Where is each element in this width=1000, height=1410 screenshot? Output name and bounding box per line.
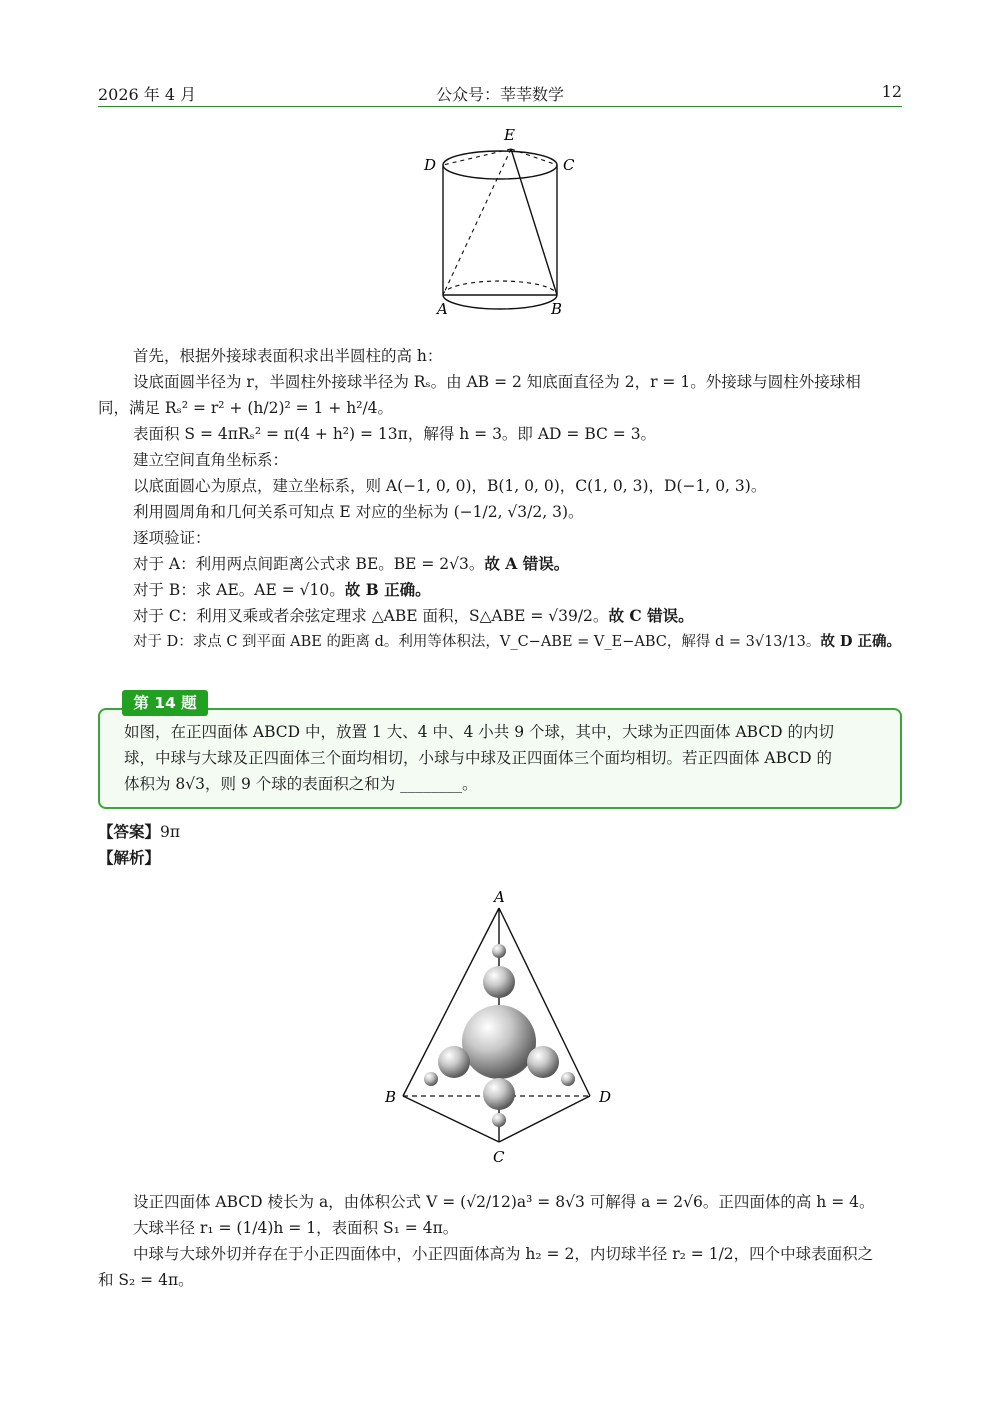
half-cylinder-figure (400, 120, 600, 320)
label-C: C (563, 156, 575, 174)
tetrahedron-spheres-figure (380, 880, 620, 1170)
sol13-line7: 利用圆周角和几何关系可知点 E 对应的坐标为 (−1/2, √3/2, 3)。 (133, 503, 584, 521)
label-B: B (385, 1088, 397, 1106)
option-c-check (133, 606, 903, 626)
question-14-line1: 如图，在正四面体 ABCD 中，放置 1 大、4 中、4 小共 9 个球，其中，大球为正四面体 ABCD 的内切 (124, 723, 835, 741)
label-D: D (599, 1088, 612, 1106)
option-d-result: 故 D 正确。 (820, 633, 902, 650)
label-A: A (437, 300, 448, 318)
sol13-line3: 同，满足 Rₛ² = r² + (h/2)² = 1 + h²/4。 (98, 399, 394, 417)
sol13-line1: 首先，根据外接球表面积求出半圆柱的高 h： (133, 347, 443, 365)
page-number: 12 (881, 82, 902, 101)
option-a-check (133, 554, 903, 574)
sol13-line6: 以底面圆心为原点，建立坐标系，则 A(−1, 0, 0)，B(1, 0, 0)，C(1, 0, 3)，D(−1, 0, 3)。 (133, 477, 767, 495)
label-C: C (493, 1148, 505, 1166)
option-b-text: 对于 B：求 AE。AE = √10。 (133, 581, 345, 599)
header-date: 2026 年 4 月 (98, 85, 197, 104)
option-d-check (133, 632, 903, 652)
answer-value: 9π (160, 823, 181, 841)
label-D: D (424, 156, 437, 174)
sol13-line4: 表面积 S = 4πRₛ² = π(4 + h²) = 13π，解得 h = 3。即 AD = BC = 3。 (133, 425, 657, 443)
option-c-result: 故 C 错误。 (608, 606, 694, 625)
sol13-line5: 建立空间直角坐标系： (133, 451, 289, 469)
header-source: 公众号：莘莘数学 (435, 85, 564, 104)
sol14-line1: 设正四面体 ABCD 棱长为 a，由体积公式 V = (√2/12)a³ = 8√3 可解得 a = 2√6。正四面体的高 h = 4。 (133, 1193, 875, 1211)
sol14-line2: 大球半径 r₁ = (1/4)h = 1，表面积 S₁ = 4π。 (133, 1219, 459, 1237)
sol14-line3: 中球与大球外切并存在于小正四面体中，小正四面体高为 h₂ = 2，内切球半径 r₂ = 1/2，四个中球表面积之 (133, 1245, 874, 1263)
option-b-check (133, 580, 903, 600)
option-d-text: 对于 D：求点 C 到平面 ABE 的距离 d。利用等体积法，V_C−ABE = V_E−ABC，解得 d = 3√13/13。 (133, 634, 821, 650)
option-c-text: 对于 C：利用叉乘或者余弦定理求 △ABE 面积，S△ABE = √39/2。 (133, 607, 609, 625)
label-B: B (551, 300, 563, 318)
question-14-tab: 第 14 题 (122, 690, 208, 716)
option-b-result: 故 B 正确。 (344, 580, 431, 599)
option-a-result: 故 A 错误。 (484, 554, 570, 573)
answer-line (98, 822, 903, 842)
analysis-label: 【解析】 (98, 848, 161, 867)
question-14-line3: 体积为 8√3，则 9 个球的表面积之和为 ________。 (124, 775, 478, 793)
sol13-line8: 逐项验证： (133, 529, 211, 547)
page-header (98, 80, 902, 107)
question-14-line2: 球，中球与大球及正四面体三个面均相切，小球与中球及正四面体三个面均相切。若正四面体 ABCD 的 (124, 749, 833, 767)
option-a-text: 对于 A：利用两点间距离公式求 BE。BE = 2√3。 (133, 555, 485, 573)
label-A: A (494, 888, 505, 906)
label-E: E (504, 126, 515, 144)
sol14-line4: 和 S₂ = 4π。 (98, 1271, 194, 1289)
sol13-line2: 设底面圆半径为 r，半圆柱外接球半径为 Rₛ。由 AB = 2 知底面直径为 2，r = 1。外接球与圆柱外接球相 (133, 373, 861, 391)
answer-label: 【答案】 (98, 822, 161, 841)
